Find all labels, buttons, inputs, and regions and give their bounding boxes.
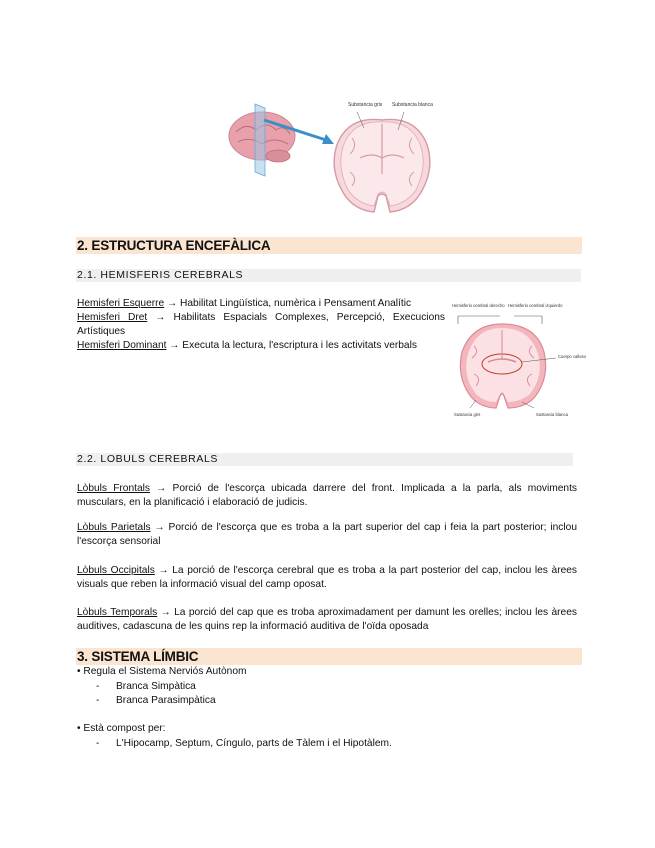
description: → La porció del cap que es troba aproximadament per damunt les orelles; inclou les àrees auditives, cadascuna de les quins rep la informació auditiva de l'oïda oposada: [77, 607, 577, 632]
top-figure-label-gris: Substancia gris: [348, 102, 383, 108]
hem-fig-label-blanca: Sustancia blanca: [536, 412, 568, 417]
description: → Executa la lectura, l'escriptura i les activitats verbals: [166, 340, 417, 351]
term: Lòbuls Temporals: [77, 607, 158, 618]
hem-fig-label-derecho: Hemisferio cerebral derecho: [452, 303, 505, 308]
subheading-lobuls: 2.2. LOBULS CEREBRALS: [76, 453, 573, 466]
hemisferis-list: [77, 297, 445, 353]
brain-section-figure: [222, 98, 452, 222]
limbic-bullet-regula: • Regula el Sistema Nerviós Autònom: [77, 666, 247, 677]
term: Lòbuls Occipitals: [77, 565, 155, 576]
term: Lòbuls Frontals: [77, 483, 150, 494]
dash: -: [96, 695, 100, 706]
hem-fig-label-gris: Sustancia gris: [454, 412, 481, 417]
dash: -: [96, 738, 100, 749]
section-heading-limbic: 3. SISTEMA LÍMBIC: [76, 648, 582, 665]
dash: -: [96, 681, 100, 692]
term: Hemisferi Dret: [77, 312, 148, 323]
hem-fig-label-izquierdo: Hemisferio cerebral izquierdo: [508, 303, 563, 308]
subitem-label: Branca Simpàtica: [116, 681, 196, 692]
subitem-label: Branca Parasimpàtica: [116, 695, 216, 706]
lobuls-parietals: [77, 521, 577, 549]
lobuls-occipitals: [77, 564, 577, 592]
subheading-hemisferis: 2.1. HEMISFERIS CEREBRALS: [76, 269, 581, 282]
hemisferi-dominant: [77, 339, 445, 353]
lobuls-temporals: [77, 606, 577, 634]
subitem-label: L'Hipocamp, Septum, Cíngulo, parts de Tàlem i el Hipotàlem.: [116, 738, 392, 749]
description: → Porció de l'escorça que es troba a la part superior del cap i feia la part posterior; inclou l'escorça sensorial: [77, 522, 577, 547]
top-figure-label-blanca: Substancia blanca: [392, 102, 433, 108]
description: → La porció de l'escorça cerebral que es troba a la part posterior del cap, inclou les àrees visuals que reben la informació visual del camp oposat.: [77, 565, 578, 590]
term: Lòbuls Parietals: [77, 522, 151, 533]
hemisferi-esquerre: [77, 297, 445, 311]
hemisferi-dret: [77, 311, 445, 339]
lobuls-frontals: [77, 482, 577, 510]
description: → Porció de l'escorça ubicada darrere del front. Implicada a la parla, als moviments musculars, en la planificació i elaboració de judicis.: [77, 483, 577, 508]
hem-fig-label-calloso: Cuerpo calloso: [558, 354, 586, 359]
term: Hemisferi Dominant: [77, 340, 167, 351]
section-heading-estructura: 2. ESTRUCTURA ENCEFÀLICA: [76, 237, 582, 254]
limbic-bullet-compost: • Està compost per:: [77, 723, 166, 734]
hemispheres-figure: [452, 300, 586, 428]
term: Hemisferi Esquerre: [77, 298, 165, 309]
description: → Habilitat Lingüística, numèrica i Pensament Analític: [164, 298, 412, 309]
description: → Habilitats Espacials Complexes, Percepció, Execucions Artístiques: [77, 312, 445, 337]
